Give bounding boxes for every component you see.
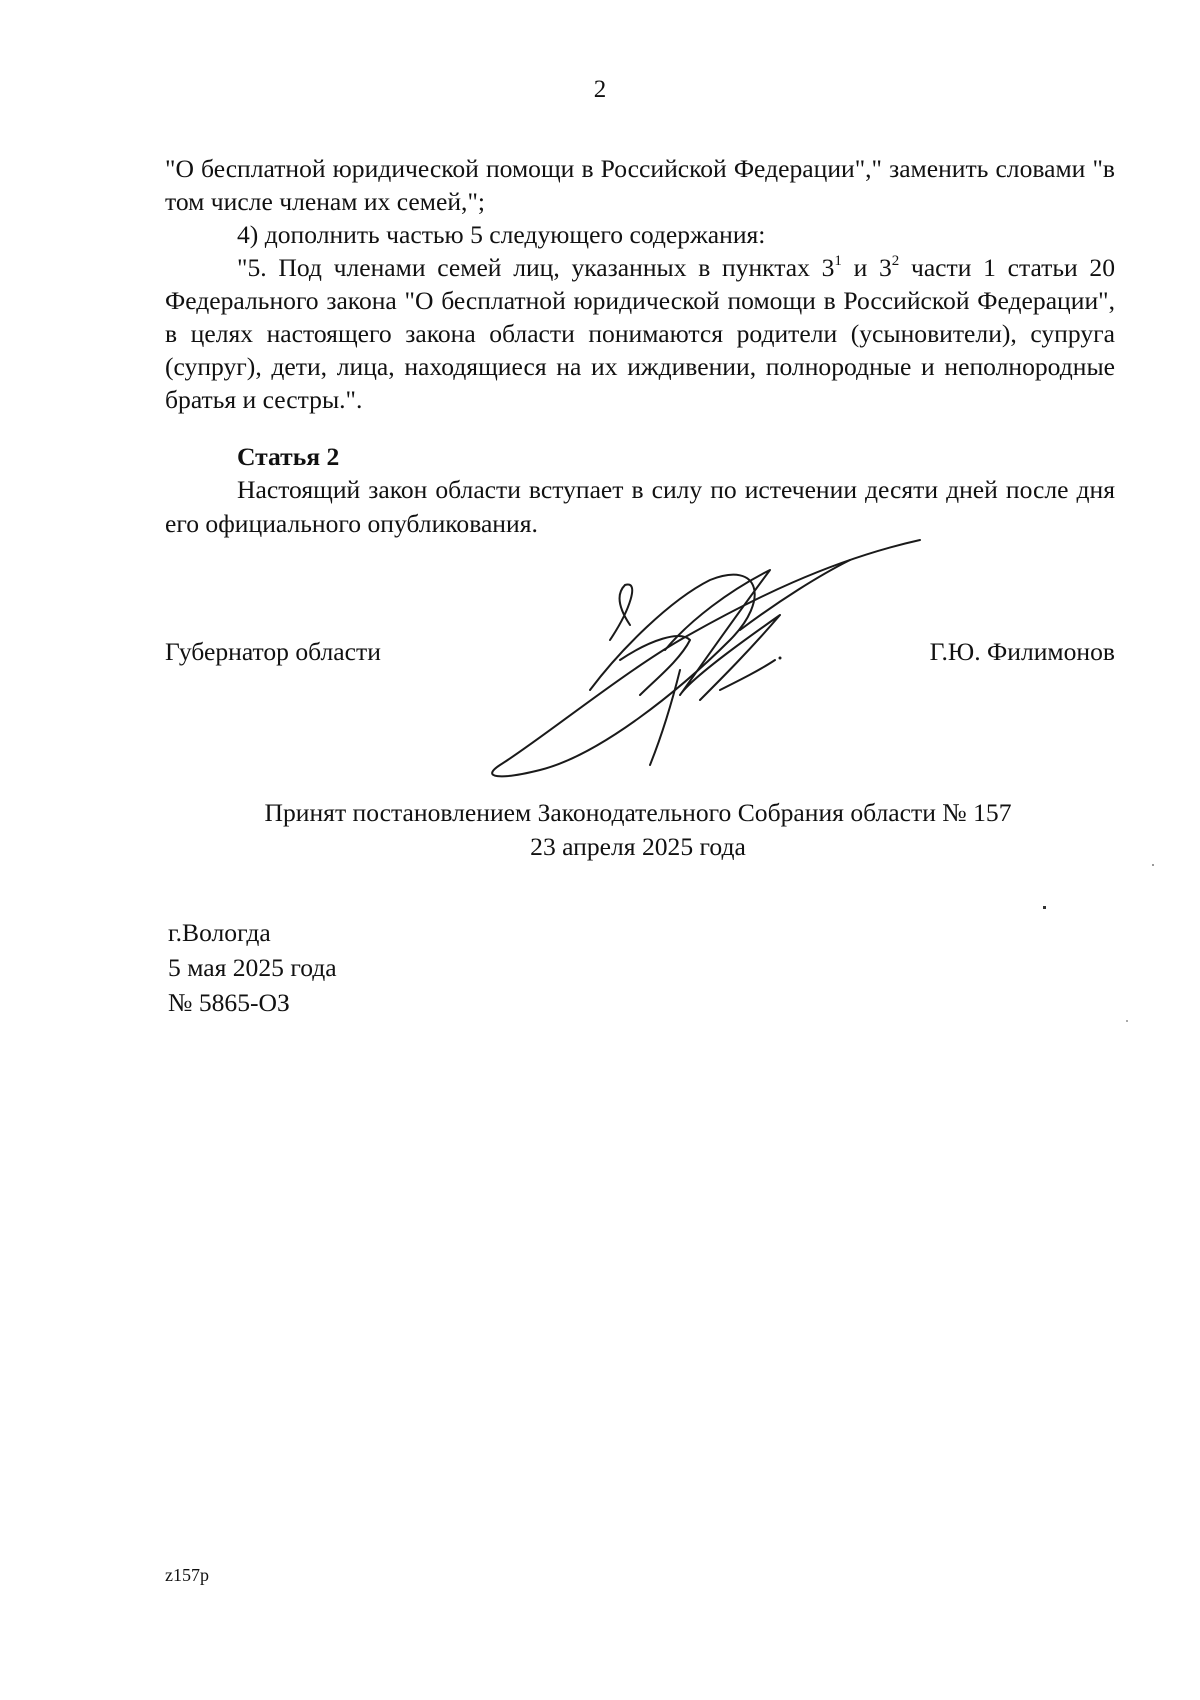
- paragraph-continuation: "О бесплатной юридической помощи в Российской Федерации"," заменить словами "в том числе членам их семей,";: [165, 154, 1115, 216]
- adoption-line-1: Принят постановлением Законодательного Собрания области № 157: [264, 798, 1012, 827]
- article-2-heading: Статья 2: [237, 442, 340, 471]
- page-number: 2: [593, 76, 607, 103]
- paragraph-part-5: [165, 251, 1115, 416]
- part5-rest: части 1 статьи 20 Федерального закона "О бесплатной юридической помощи в Российской Федерации", в целях настоящего закона области понимаются родители (усыновители), супруга (супруг), дети, лица, находящиеся на их иждивении, полнородные и неполнородные братья и сестры.".: [165, 253, 1115, 414]
- signing-date: 5 мая 2025 года: [168, 953, 337, 982]
- scan-speck: [1043, 906, 1046, 909]
- article-2-paragraph: Настоящий закон области вступает в силу по истечении десяти дней после дня его официального опубликования.: [165, 475, 1115, 538]
- document-code: z157p: [165, 1565, 209, 1585]
- paragraph-item-4: 4) дополнить частью 5 следующего содержания:: [237, 220, 766, 249]
- adoption-line-2: 23 апреля 2025 года: [530, 832, 746, 861]
- signatory-name: Г.Ю. Филимонов: [929, 637, 1115, 666]
- adoption-note: [0, 796, 1200, 864]
- law-number: № 5865-ОЗ: [168, 988, 290, 1017]
- superscript-1: 1: [834, 253, 842, 269]
- handwritten-signature: [480, 530, 930, 780]
- superscript-2: 2: [891, 253, 900, 269]
- scan-speck: [1126, 1020, 1128, 1022]
- part5-start: "5. Под членами семей лиц, указанных в пунктах 3: [237, 253, 835, 282]
- amendment-text: [165, 152, 1115, 416]
- signatory-title: Губернатор области: [165, 637, 381, 666]
- place-date-block: [168, 915, 337, 1020]
- city: г.Вологда: [168, 918, 271, 947]
- part5-and: и 3: [841, 253, 892, 282]
- scan-speck: [1152, 864, 1154, 866]
